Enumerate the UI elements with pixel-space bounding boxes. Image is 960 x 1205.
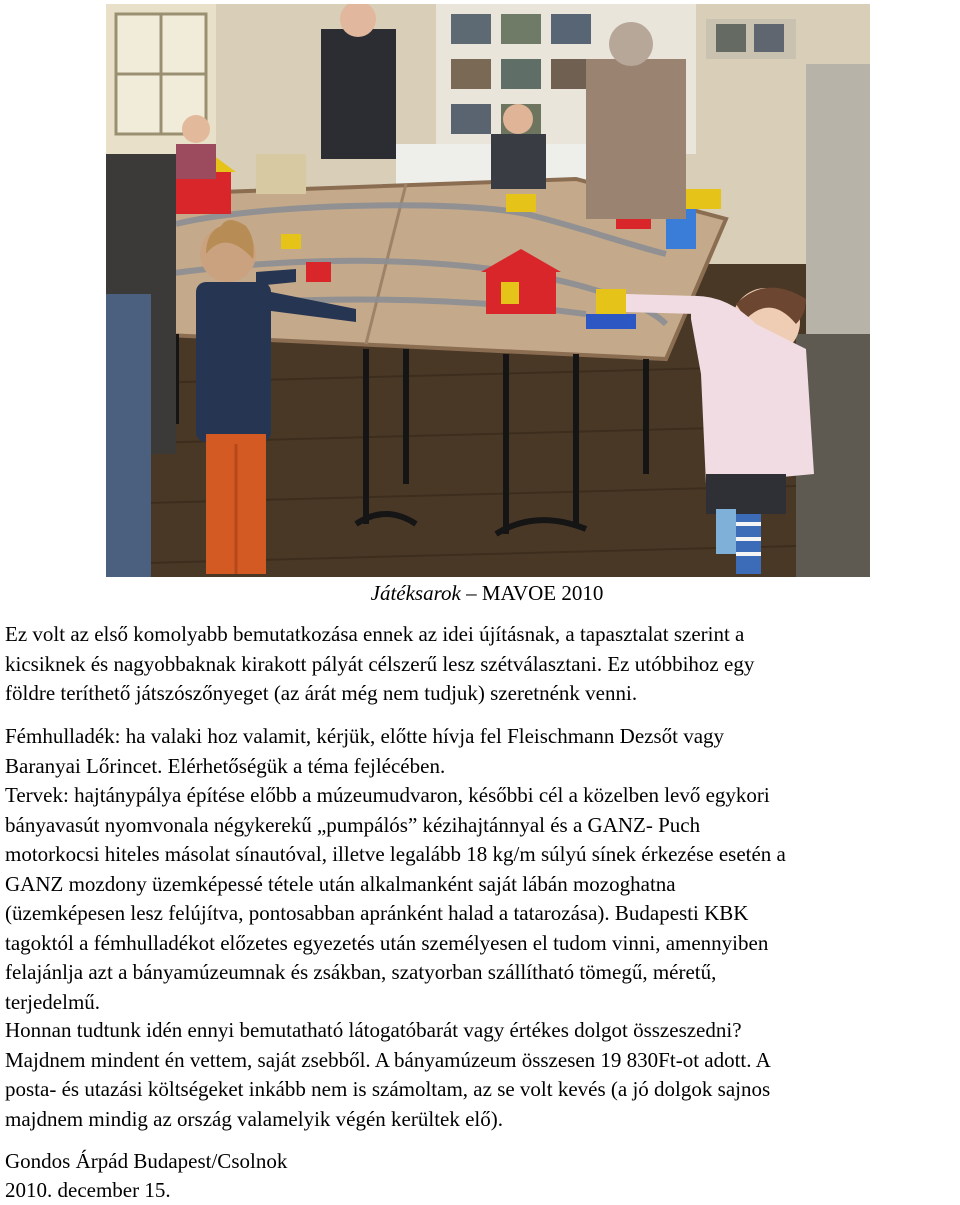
text-line: motorkocsi hiteles másolat sínautóval, illetve legalább 18 kg/m súlyú sínek érkezése esetén a <box>5 842 786 866</box>
text-line: Tervek: hajtánypálya építése előbb a múzeumudvaron, későbbi cél a közelben levő egykori <box>5 783 770 807</box>
text-line: felajánlja azt a bányamúzeumnak és zsákban, szatyorban szállítható tömegű, méretű, <box>5 960 717 984</box>
event-photo <box>106 4 870 577</box>
signature-name-place: Gondos Árpád Budapest/Csolnok <box>5 1149 288 1173</box>
paragraph-scrap-metal <box>5 722 960 781</box>
text-line: bányavasút nyomvonala négykerekű „pumpálós” kézihajtánnyal és a GANZ- Puch <box>5 812 701 837</box>
caption-dash: – <box>466 581 477 605</box>
paragraph-funding <box>5 1016 960 1134</box>
text-line: GANZ mozdony üzemképessé tétele után alkalmanként saját lábán mozoghatna <box>5 871 676 896</box>
signature-date: 2010. december 15. <box>5 1178 171 1202</box>
text-line: Majdnem mindent én vettem, saját zsebből. A bányamúzeum összesen 19 830Ft-ot adott. A <box>5 1047 771 1072</box>
text-line: Fémhulladék: ha valaki hoz valamit, kérjük, előtte hívja fel Fleischmann Dezsőt vagy <box>5 724 725 748</box>
text-line: tagoktól a fémhulladékot előzetes egyezetés után személyesen el tudom vinni, amennyiben <box>5 930 769 955</box>
text-line: majdnem mindig az ország valamelyik végén kerültek elő). <box>5 1106 503 1131</box>
text-line: posta- és utazási költségeket inkább nem is számoltam, az se volt kevés (a jó dolgok sajnos <box>5 1077 771 1101</box>
paragraph-intro <box>5 620 960 709</box>
caption-title: Játéksarok <box>370 581 461 605</box>
text-line: Honnan tudtunk idén ennyi bemutatható látogatóbarát vagy értékes dolgot összeszedni? <box>5 1018 742 1042</box>
caption-org-year: MAVOE 2010 <box>481 581 604 605</box>
text-line: Ez volt az első komolyabb bemutatkozása ennek az idei újításnak, a tapasztalat szerint a <box>5 622 745 646</box>
text-line: Baranyai Lőrincet. Elérhetőségük a téma fejlécében. <box>5 753 446 778</box>
paragraph-plans <box>5 781 960 1017</box>
text-line: kicsiknek és nagyobbaknak kirakott pályát célszerű lesz szétválasztani. Ez utóbbihoz egy <box>5 651 755 676</box>
event-photo-illustration <box>106 4 870 577</box>
text-line: (üzemképesen lesz felújítva, pontosabban apránként halad a tatarozása). Budapesti KBK <box>5 901 749 925</box>
text-line: földre teríthető játszószőnyeget (az árát még nem tudjuk) szeretnénk venni. <box>5 681 638 705</box>
photo-caption <box>0 580 960 606</box>
text-line: terjedelmű. <box>5 989 101 1014</box>
